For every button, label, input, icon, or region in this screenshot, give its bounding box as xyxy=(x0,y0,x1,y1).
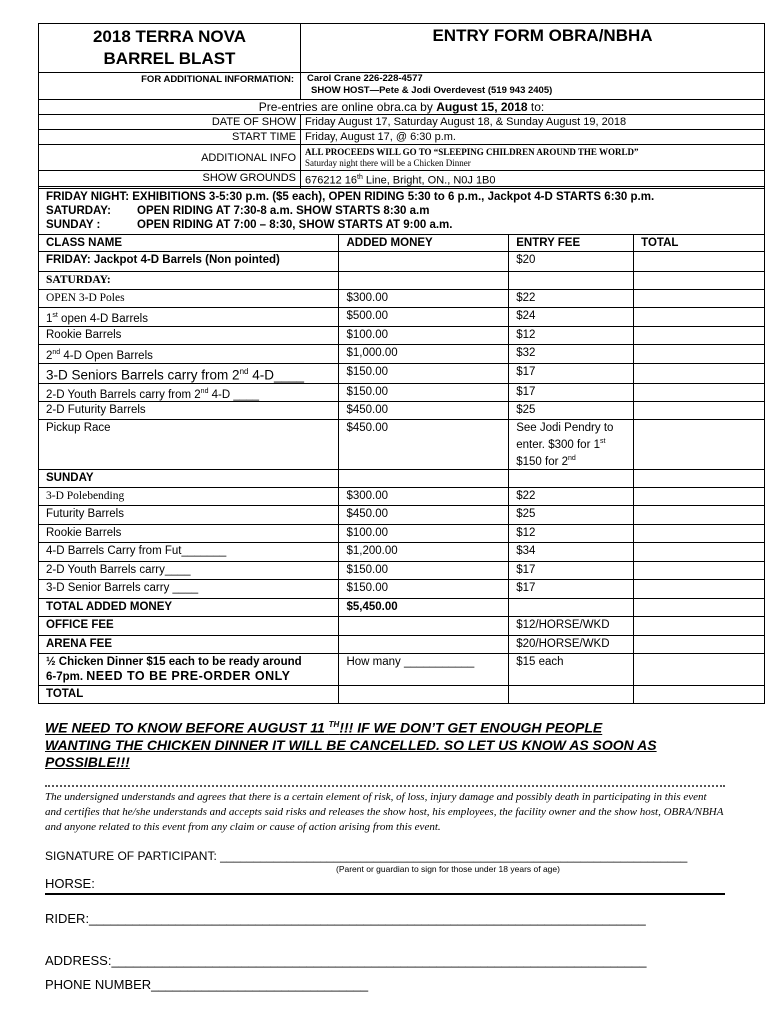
chicken-line2-bold: NEED TO BE PRE-ORDER ONLY xyxy=(86,668,291,683)
class-name xyxy=(39,345,339,364)
class-name: OPEN 3-D Poles xyxy=(39,290,339,308)
money-cell: $450.00 xyxy=(339,505,509,524)
fee-cell: $25 xyxy=(509,505,634,524)
notice-line3: POSSIBLE!!! xyxy=(45,753,130,770)
event-title xyxy=(39,24,301,73)
fee-cell: $12/HORSE/WKD xyxy=(509,616,634,635)
class-name xyxy=(39,383,339,402)
pickup-fee-line2-sup: st xyxy=(600,438,606,446)
table-row xyxy=(39,685,765,703)
chicken-dinner-notice xyxy=(45,716,735,771)
money-cell xyxy=(339,616,509,635)
table-row xyxy=(39,252,765,272)
notice-line2: WANTING THE CHICKEN DINNER IT WILL BE CANCELLED. SO LET US KNOW AS SOON AS xyxy=(45,736,657,753)
pre-entries-suffix: to: xyxy=(527,100,545,114)
fee-cell xyxy=(509,598,634,616)
table-row xyxy=(39,402,765,420)
fee-cell: $32 xyxy=(509,345,634,364)
money-cell xyxy=(339,272,509,290)
rider-field[interactable]: RIDER:_____________________________________________________________________________ xyxy=(45,911,646,926)
chicken-how-many[interactable]: How many ___________ xyxy=(339,653,509,685)
total-entry-cell[interactable] xyxy=(634,383,765,402)
class-name-pre: 2 xyxy=(46,349,53,362)
schedule-sunday-key: SUNDAY : xyxy=(46,219,101,231)
total-entry-cell[interactable] xyxy=(634,345,765,364)
additional-value xyxy=(301,145,765,171)
fee-cell xyxy=(509,685,634,703)
address-field[interactable]: ADDRESS:__________________________________________________________________________ xyxy=(45,953,647,968)
total-entry-cell[interactable] xyxy=(634,579,765,598)
class-name: Rookie Barrels xyxy=(39,327,339,345)
class-name-pre: 2-D Youth Barrels carry from 2 xyxy=(46,388,201,401)
col-class-name: CLASS NAME xyxy=(39,235,339,252)
schedule-block xyxy=(39,187,765,235)
class-name-post: 4-D____ xyxy=(248,367,305,383)
class-name-sup: nd xyxy=(200,387,209,395)
money-cell xyxy=(339,469,509,487)
fee-cell: $17 xyxy=(509,364,634,384)
table-row xyxy=(39,635,765,653)
fee-cell: $17 xyxy=(509,383,634,402)
fee-cell: $20/HORSE/WKD xyxy=(509,635,634,653)
class-name: 3-D Senior Barrels carry ____ xyxy=(39,579,339,598)
fee-cell: $34 xyxy=(509,542,634,561)
fee-cell: $12 xyxy=(509,327,634,345)
contact-label: FOR ADDITIONAL INFORMATION: xyxy=(39,73,301,100)
table-row xyxy=(39,505,765,524)
table-header-row xyxy=(39,235,765,252)
class-name: Rookie Barrels xyxy=(39,524,339,542)
total-entry-cell[interactable] xyxy=(634,469,765,487)
proceeds-note: ALL PROCEEDS WILL GO TO “SLEEPING CHILDREN AROUND THE WORLD” xyxy=(305,147,639,157)
chicken-line1: ½ Chicken Dinner $15 each to be ready around xyxy=(46,655,302,668)
class-name-pre: 3-D Seniors Barrels carry from 2 xyxy=(46,367,240,383)
contact-line1: Carol Crane 226-228-4577 xyxy=(307,73,423,84)
table-row xyxy=(39,327,765,345)
money-cell: $300.00 xyxy=(339,290,509,308)
total-entry-cell[interactable] xyxy=(634,505,765,524)
start-value: Friday, August 17, @ 6:30 p.m. xyxy=(301,130,765,145)
grounds-sup: th xyxy=(357,174,363,181)
money-cell: $500.00 xyxy=(339,308,509,327)
schedule-saturday-text: OPEN RIDING AT 7:30-8 a.m. SHOW STARTS 8:30 a.m xyxy=(137,205,430,217)
grounds-pre: 676212 16 xyxy=(305,174,357,187)
table-row xyxy=(39,598,765,616)
total-entry-cell[interactable] xyxy=(634,420,765,470)
money-cell: $150.00 xyxy=(339,383,509,402)
money-cell: $100.00 xyxy=(339,327,509,345)
money-cell: $300.00 xyxy=(339,487,509,505)
fee-cell: $25 xyxy=(509,402,634,420)
phone-field[interactable]: PHONE NUMBER______________________________ xyxy=(45,977,369,992)
start-label: START TIME xyxy=(39,130,301,145)
pickup-fee-line3 xyxy=(516,452,633,469)
class-name-pre: 1 xyxy=(46,312,53,325)
schedule-sunday-text: OPEN RIDING AT 7:00 – 8:30, SHOW STARTS AT 9:00 a.m. xyxy=(137,219,453,231)
notice-line1-pre: WE NEED TO KNOW BEFORE AUGUST 11 xyxy=(45,719,329,736)
fee-cell xyxy=(509,272,634,290)
signature-field[interactable]: SIGNATURE OF PARTICIPANT: ______________________________________________________________________ xyxy=(45,849,688,863)
class-name-sup: st xyxy=(52,312,58,319)
table-row xyxy=(39,616,765,635)
class-name xyxy=(39,308,339,327)
chicken-line2 xyxy=(46,669,338,684)
total-entry-cell[interactable] xyxy=(634,542,765,561)
money-cell xyxy=(339,635,509,653)
event-title-line1: 2018 TERRA NOVA xyxy=(92,27,247,46)
chicken-dinner-label xyxy=(39,653,339,685)
pickup-fee-line2-pre: enter. $300 for 1 xyxy=(516,439,600,452)
grand-total-cell[interactable] xyxy=(634,685,765,703)
total-entry-cell[interactable] xyxy=(634,272,765,290)
class-entry-table xyxy=(38,186,765,704)
fee-cell: $22 xyxy=(509,290,634,308)
signature-note: (Parent or guardian to sign for those under 18 years of age) xyxy=(336,864,560,874)
table-row xyxy=(39,469,765,487)
table-row xyxy=(39,524,765,542)
table-row xyxy=(39,420,765,470)
schedule-saturday xyxy=(46,204,764,218)
table-row xyxy=(39,487,765,505)
date-label: DATE OF SHOW xyxy=(39,115,301,130)
total-added-money: $5,450.00 xyxy=(339,598,509,616)
total-entry-cell[interactable] xyxy=(634,364,765,384)
total-entry-cell[interactable] xyxy=(634,561,765,579)
office-fee-label: OFFICE FEE xyxy=(39,616,339,635)
total-entry-cell[interactable] xyxy=(634,308,765,327)
total-entry-cell[interactable] xyxy=(634,327,765,345)
col-added-money: ADDED MONEY xyxy=(339,235,509,252)
contact-line2: SHOW HOST—Pete & Jodi Overdevest (519 943 2405) xyxy=(311,85,553,96)
class-name-post: 4-D ____ xyxy=(208,388,259,401)
arena-fee-label: ARENA FEE xyxy=(39,635,339,653)
money-cell: $100.00 xyxy=(339,524,509,542)
table-row xyxy=(39,272,765,290)
class-name: 4-D Barrels Carry from Fut_______ xyxy=(39,542,339,561)
pre-entries-line xyxy=(39,100,765,115)
pickup-fee-line1: See Jodi Pendry to xyxy=(516,422,614,435)
chicken-line2-pre: 6-7pm. xyxy=(46,670,87,683)
money-cell: $450.00 xyxy=(339,420,509,470)
total-entry-cell[interactable] xyxy=(634,252,765,272)
schedule-saturday-key: SATURDAY: xyxy=(46,205,111,217)
class-name: 2-D Futurity Barrels xyxy=(39,402,339,420)
table-row xyxy=(39,542,765,561)
pre-entries-prefix: Pre-entries are online obra.ca by xyxy=(258,100,437,114)
total-entry-cell[interactable] xyxy=(634,487,765,505)
fee-cell: $12 xyxy=(509,524,634,542)
total-entry-cell[interactable] xyxy=(634,290,765,308)
pickup-fee-line2 xyxy=(516,435,633,452)
total-entry-cell[interactable] xyxy=(634,524,765,542)
notice-line1-post: !!! IF WE DON’T GET ENOUGH PEOPLE xyxy=(339,719,603,736)
dotted-divider xyxy=(45,785,725,787)
notice-line1-sup: TH xyxy=(328,720,340,729)
total-entry-cell[interactable] xyxy=(634,616,765,635)
class-name: 2-D Youth Barrels carry____ xyxy=(39,561,339,579)
fee-cell: $15 each xyxy=(509,653,634,685)
event-info-table xyxy=(38,23,765,189)
contact-info xyxy=(301,73,765,100)
dinner-note: Saturday night there will be a Chicken Dinner xyxy=(305,158,471,168)
sunday-heading: SUNDAY xyxy=(39,469,339,487)
fee-cell: $17 xyxy=(509,579,634,598)
table-row xyxy=(39,308,765,327)
class-friday-jackpot: FRIDAY: Jackpot 4-D Barrels (Non pointed) xyxy=(39,252,339,272)
class-name-post: open 4-D Barrels xyxy=(57,312,148,325)
table-row xyxy=(39,364,765,384)
total-entry-cell[interactable] xyxy=(634,635,765,653)
total-entry-cell[interactable] xyxy=(634,402,765,420)
table-row xyxy=(39,561,765,579)
table-row xyxy=(39,383,765,402)
fee-cell: $22 xyxy=(509,487,634,505)
pickup-fee-line3-sup: nd xyxy=(568,455,576,463)
money-cell: $1,000.00 xyxy=(339,345,509,364)
total-entry-cell[interactable] xyxy=(634,653,765,685)
class-name-sup: nd xyxy=(239,367,249,376)
saturday-heading: SATURDAY: xyxy=(39,272,339,290)
class-name: Futurity Barrels xyxy=(39,505,339,524)
grand-total-label: TOTAL xyxy=(39,685,339,703)
additional-label: ADDITIONAL INFO xyxy=(39,145,301,171)
class-name: Pickup Race xyxy=(39,420,339,470)
fee-cell: $20 xyxy=(509,252,634,272)
event-title-line2: BARREL BLAST xyxy=(103,49,236,68)
money-cell xyxy=(339,685,509,703)
money-cell xyxy=(339,252,509,272)
table-row xyxy=(39,290,765,308)
class-name-sup: nd xyxy=(52,349,61,356)
grounds-label: SHOW GROUNDS xyxy=(39,171,301,189)
fee-cell xyxy=(509,420,634,470)
pre-entries-deadline: August 15, 2018 xyxy=(436,100,528,114)
money-cell: $1,200.00 xyxy=(339,542,509,561)
class-name-post: 4-D Open Barrels xyxy=(60,349,153,362)
col-total: TOTAL xyxy=(634,235,765,252)
table-row xyxy=(39,345,765,364)
col-entry-fee: ENTRY FEE xyxy=(509,235,634,252)
grounds-post: Line, Bright, ON., N0J 1B0 xyxy=(362,174,496,187)
pickup-fee-line3-pre: $150 for 2 xyxy=(516,455,569,468)
date-value: Friday August 17, Saturday August 18, & Sunday August 19, 2018 xyxy=(301,115,765,130)
fee-cell: $17 xyxy=(509,561,634,579)
notice-line1 xyxy=(45,716,735,737)
class-name xyxy=(39,364,339,384)
schedule-friday: FRIDAY NIGHT: EXHIBITIONS 3-5:30 p.m. ($5 each), OPEN RIDING 5:30 to 6 p.m., Jackpot 4-D STARTS 6:30 p.m. xyxy=(46,191,655,203)
total-added-label: TOTAL ADDED MONEY xyxy=(39,598,339,616)
money-cell: $450.00 xyxy=(339,402,509,420)
money-cell: $150.00 xyxy=(339,364,509,384)
fee-cell: $24 xyxy=(509,308,634,327)
schedule-sunday xyxy=(46,218,764,232)
waiver-text: The undersigned understands and agrees that there is a certain element of risk, of loss, injury damage and possibly death in participating in this event and certifies that he/she understands and accepts said risks and releases the show host, his employees, the facility owner and the show host, OBRA/NBHA and anyone related to this event from any claim or cause of action arising from this event. xyxy=(45,791,724,833)
table-row xyxy=(39,579,765,598)
fee-cell xyxy=(509,469,634,487)
horse-input-line[interactable] xyxy=(45,893,725,895)
form-title: ENTRY FORM OBRA/NBHA xyxy=(301,24,765,73)
table-row xyxy=(39,653,765,685)
total-entry-cell[interactable] xyxy=(634,598,765,616)
money-cell: $150.00 xyxy=(339,561,509,579)
money-cell: $150.00 xyxy=(339,579,509,598)
horse-label: HORSE: xyxy=(45,876,95,891)
class-name: 3-D Polebending xyxy=(39,487,339,505)
